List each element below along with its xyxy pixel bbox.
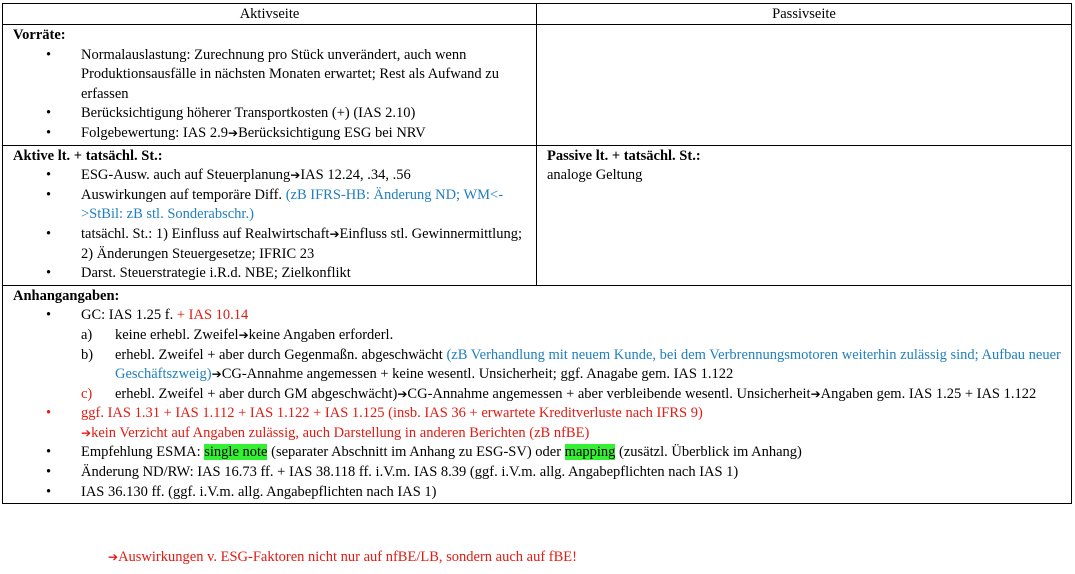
item-note-blue: (zB Verhandlung mit neuem Kunde, bei dem Verbrennungsmotoren weiterhin zulässig sind; Aufbau neuer Geschäftszweig) xyxy=(115,346,1061,383)
item-text: Auswirkungen auf temporäre Diff. xyxy=(81,186,286,203)
item-text: Empfehlung ESMA: xyxy=(81,444,205,461)
item-text-red: kein Verzicht auf Angaben zulässig, auch Darstellung in anderen Berichten (zB nfBE) xyxy=(91,424,590,441)
item-text: (zusätzl. Überblick im Anhang) xyxy=(615,444,802,461)
row-steuern xyxy=(3,145,1072,285)
item-text: erhebl. Zweifel + aber durch GM abgeschwächt) xyxy=(115,385,398,402)
sub-label: a) xyxy=(81,326,93,343)
section-title-vorraete: Vorräte: xyxy=(13,27,66,43)
item-text: Angaben gem. IAS 1.25 + IAS 1.122 xyxy=(820,385,1037,402)
item-text-red: ggf. IAS 1.31 + IAS 1.112 + IAS 1.122 + IAS 1.125 (insb. IAS 36 + erwartete Kreditverluste nach IFRS 9) xyxy=(81,405,703,422)
list-item xyxy=(13,186,536,225)
esg-table xyxy=(2,3,1072,504)
list-item-aenderung: • Änderung ND/RW: IAS 16.73 ff. + IAS 38.118 ff. i.V.m. IAS 8.39 (ggf. i.V.m. allg. Angabepflichten nach IAS 1) xyxy=(13,463,1071,483)
item-text: Einfluss stl. Gewinnermittlung; 2) Änderungen Steuergesetze; IFRIC 23 xyxy=(81,225,522,262)
right-arrow-icon: ➔ xyxy=(810,386,821,401)
item-text: erhebl. Zweifel + aber durch Gegenmaßn. abgeschwächt xyxy=(115,346,447,363)
right-arrow-icon: ➔ xyxy=(290,168,301,183)
list-item-gc xyxy=(13,306,1071,404)
section-title-anhang: Anhangangaben: xyxy=(13,287,120,304)
item-text: CG-Annahme angemessen + aber verbleibende wesentl. Unsicherheit xyxy=(407,385,811,402)
cell-aktive-steuern xyxy=(3,145,537,285)
header-row xyxy=(3,4,1072,25)
item-text: ESG-Ausw. auch auf Steuerplanung xyxy=(81,167,291,184)
right-arrow-icon: ➔ xyxy=(211,367,222,382)
item-text: keine Angaben erforderl. xyxy=(248,326,394,343)
section-title-aktive-steuern: Aktive lt. + tatsächl. St.: xyxy=(13,147,163,164)
item-text: tatsächl. St.: 1) Einfluss auf Realwirtschaft xyxy=(81,225,330,242)
sublist-item-b xyxy=(81,346,1071,385)
list-item xyxy=(13,124,536,144)
list-item xyxy=(13,166,536,186)
list-item: • Normalauslastung: Zurechnung pro Stück unverändert, auch wenn Produktionsausfälle in nächsten Monaten erwartet; Rest als Aufwand zu erfassen xyxy=(13,46,536,105)
list-item-ias36: • IAS 36.130 ff. (ggf. i.V.m. allg. Angabepflichten nach IAS 1) xyxy=(13,483,1071,503)
item-text: Folgebewertung: IAS 2.9 xyxy=(81,124,228,141)
vorraete-list xyxy=(13,46,536,144)
list-item xyxy=(13,225,536,264)
cell-vorraete xyxy=(3,25,537,146)
highlight-single-note: single note xyxy=(204,444,268,461)
item-text: IAS 12.24, .34, .56 xyxy=(300,167,411,184)
highlight-mapping: mapping xyxy=(564,444,616,461)
sub-label: c) xyxy=(81,385,93,402)
row-vorraete xyxy=(3,25,1072,146)
steuern-list xyxy=(13,166,536,284)
list-item-ggf xyxy=(13,404,1071,443)
cell-anhangangaben xyxy=(3,285,1072,504)
footer-note xyxy=(108,549,577,566)
sublist-item-a xyxy=(81,326,1071,346)
right-arrow-icon: ➔ xyxy=(238,327,249,342)
anhang-list xyxy=(13,306,1071,502)
sublist-item-c xyxy=(81,385,1071,405)
footer-note-text: Auswirkungen v. ESG-Faktoren nicht nur auf nfBE/LB, sondern auch auf fBE! xyxy=(118,549,577,565)
row-anhang xyxy=(3,285,1072,504)
sub-label: b) xyxy=(81,346,94,363)
right-arrow-icon: ➔ xyxy=(228,125,239,140)
item-text: keine erhebl. Zweifel xyxy=(115,326,239,343)
item-note-blue: (zB IFRS-HB: Änderung ND; WM<->StBil: zB stl. Sonderabschr.) xyxy=(81,186,504,223)
list-item-esma xyxy=(13,443,1071,463)
item-text: CG-Annahme angemessen + keine wesentl. Unsicherheit; ggf. Anagabe gem. IAS 1.122 xyxy=(221,366,734,383)
right-arrow-icon: ➔ xyxy=(108,550,119,564)
right-arrow-icon: ➔ xyxy=(329,226,340,241)
cell-passive-steuern xyxy=(537,145,1072,285)
item-text: (separater Abschnitt im Anhang zu ESG-SV) oder xyxy=(267,444,565,461)
right-arrow-icon: ➔ xyxy=(397,386,408,401)
gc-sublist xyxy=(81,326,1071,404)
right-arrow-icon: ➔ xyxy=(81,425,92,440)
section-title-passive-steuern: Passive lt. + tatsächl. St.: xyxy=(547,147,701,164)
cell-passiv-vorraete xyxy=(537,25,1072,146)
item-text: Berücksichtigung ESG bei NRV xyxy=(238,124,426,141)
header-passivseite: Passivseite xyxy=(537,4,1072,25)
item-text-red: + IAS 10.14 xyxy=(176,307,249,324)
passive-steuern-text: analoge Geltung xyxy=(547,167,643,184)
list-item: • Berücksichtigung höherer Transportkosten (+) (IAS 2.10) xyxy=(13,104,536,124)
list-item: • Darst. Steuerstrategie i.R.d. NBE; Zielkonflikt xyxy=(13,264,536,284)
item-text: GC: IAS 1.25 f. xyxy=(81,307,177,324)
header-aktivseite: Aktivseite xyxy=(3,4,537,25)
